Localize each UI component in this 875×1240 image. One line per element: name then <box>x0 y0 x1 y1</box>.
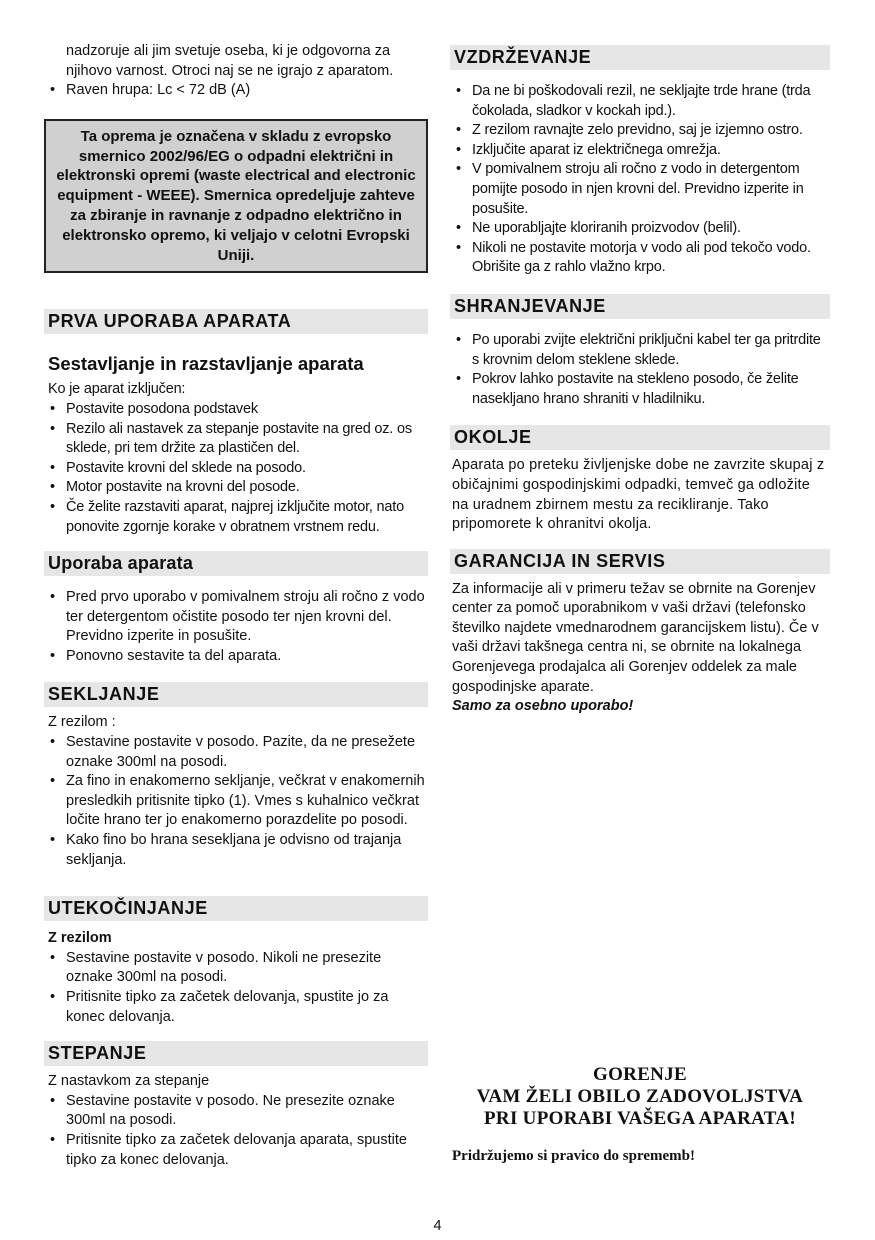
list-item: • Ne uporabljajte kloriranih proizvodov (belil). <box>450 219 830 239</box>
closing-line-2: VAM ŽELI OBILO ZADOVOLJSTVA <box>476 1086 804 1107</box>
section-heading-environment: OKOLJE <box>450 425 830 450</box>
list-item: • Pokrov lahko postavite na stekleno posodo, če želite nasekljano hrano shraniti v hladilniku. <box>450 370 830 409</box>
storage-bullets <box>450 331 830 409</box>
environment-text: Aparata po preteku življenjske dobe ne zavrzite skupaj z običajnimi gospodinjskimi odpadki, temveč ga odložite na uradnem zbirnem mestu za recikliranje. Tako pripomorete k ohranitvi okolja. <box>452 457 825 533</box>
whisking-intro: Z nastavkom za stepanje <box>48 1073 210 1090</box>
subheading-assembly: Sestavljanje in razstavljanje aparata <box>48 353 364 375</box>
assembly-intro: Ko je aparat izključen: <box>48 381 186 398</box>
closing-block <box>450 1064 830 1165</box>
whisking-bullets <box>44 1092 428 1170</box>
closing-line-3: PRI UPORABI VAŠEGA APARATA! <box>484 1108 796 1129</box>
intro-bullets <box>44 81 428 101</box>
list-item: • Izključite aparat iz električnega omrežja. <box>450 141 830 161</box>
section-heading-whisking: STEPANJE <box>44 1041 428 1066</box>
page-number: 4 <box>433 1218 442 1234</box>
list-item: • Za fino in enakomerno sekljanje, večkrat v enakomernih presledkih pritisnite tipko (1). Vmes s kuhalnico večkrat ločite hrano ter jo enakomerno porazdelite po posodi. <box>44 772 428 831</box>
list-item: • Sestavine postavite v posodo. Pazite, da ne presežete oznake 300ml na posodi. <box>44 733 428 772</box>
disclaimer: Pridržujemo si pravico do sprememb! <box>452 1148 696 1164</box>
liquefying-bullets <box>44 949 428 1027</box>
list-item: • Z rezilom ravnajte zelo previdno, saj je izjemno ostro. <box>450 121 830 141</box>
list-item: • Postavite krovni del sklede na posodo. <box>44 459 428 479</box>
chopping-bullets <box>44 733 428 870</box>
usage-bullets <box>44 588 428 666</box>
list-item: • Pritisnite tipko za začetek delovanja, spustite jo za konec delovanja. <box>44 988 428 1027</box>
list-item: • Pritisnite tipko za začetek delovanja aparata, spustite tipko za konec delovanja. <box>44 1131 428 1170</box>
section-heading-chopping: SEKLJANJE <box>44 682 428 707</box>
weee-notice-box: Ta oprema je označena v skladu z evropsko smernico 2002/96/EG o odpadni električni in elektronski opremi (waste electrical and electronic equipment - WEEE). Smernica opredeljuje zahteve za zbiranje in ravnanje z odpadno električno in elektronsko opremo, ki veljajo v celotni Evropski Uniji. <box>44 119 428 274</box>
list-item: • Sestavine postavite v posodo. Ne presezite oznake 300ml na posodi. <box>44 1092 428 1131</box>
list-item: • Kako fino bo hrana sesekljana je odvisno od trajanja sekljanja. <box>44 831 428 870</box>
list-item: • Ponovno sestavite ta del aparata. <box>44 647 428 667</box>
list-item: • Da ne bi poškodovali rezil, ne sekljajte trde hrane (trda čokolada, sladkor v kockah ipd.). <box>450 82 830 121</box>
section-heading-warranty: GARANCIJA IN SERVIS <box>450 549 830 574</box>
list-item: • Pred prvo uporabo v pomivalnem stroju ali ročno z vodo ter detergentom očistite posodo ter njen krovni del. Previdno izperite in posušite. <box>44 588 428 647</box>
section-heading-usage: Uporaba aparata <box>44 551 428 576</box>
chopping-intro: Z rezilom : <box>48 714 116 731</box>
list-item: • Raven hrupa: Lc < 72 dB (A) <box>44 81 428 101</box>
right-column <box>450 42 830 1164</box>
section-heading-first-use: PRVA UPORABA APARATA <box>44 309 428 334</box>
list-item: • Če želite razstaviti aparat, najprej izključite motor, nato ponovite zgornje korake v obratnem vrstnem redu. <box>44 498 428 537</box>
section-heading-storage: SHRANJEVANJE <box>450 294 830 319</box>
warranty-note: Samo za osebno uporabo! <box>452 698 634 715</box>
list-item: • Motor postavite na krovni del posode. <box>44 478 428 498</box>
list-item: • Rezilo ali nastavek za stepanje postavite na gred oz. os sklede, pri tem držite za plastičen del. <box>44 420 428 459</box>
closing-line-1: GORENJE <box>593 1064 687 1085</box>
assembly-bullets <box>44 400 428 537</box>
intro-continuation: nadzoruje ali jim svetuje oseba, ki je odgovorna za njihovo varnost. Otroci naj se ne igrajo z aparatom. <box>66 43 394 79</box>
section-heading-liquefying: UTEKOČINJANJE <box>44 896 428 921</box>
list-item: • Po uporabi zvijte električni priključni kabel ter ga pritrdite s krovnim delom steklene sklede. <box>450 331 830 370</box>
list-item: • Nikoli ne postavite motorja v vodo ali pod tekočo vodo. Obrišite ga z rahlo vlažno krpo. <box>450 239 830 278</box>
left-column <box>44 42 428 1170</box>
section-heading-maintenance: VZDRŽEVANJE <box>450 45 830 70</box>
list-item: • Sestavine postavite v posodo. Nikoli ne presezite oznake 300ml na posodi. <box>44 949 428 988</box>
warranty-text: Za informacije ali v primeru težav se obrnite na Gorenjev center za pomoč uporabnikom v vaši državi (telefonsko številko najdete vmednarodnem garancijskem listu). Če v vaši državi takšnega centra ni, se obrnite na lokalnega Gorenjevega prodajalca ali Gorenjev oddelek za male gospodinjske aparate. <box>452 580 819 695</box>
liquefying-intro: Z rezilom <box>48 930 112 947</box>
list-item: • Postavite posodona podstavek <box>44 400 428 420</box>
list-item: • V pomivalnem stroju ali ročno z vodo in detergentom pomijte posodo in njen krovni del. Previdno izperite in posušite. <box>450 160 830 219</box>
maintenance-bullets <box>450 82 830 278</box>
